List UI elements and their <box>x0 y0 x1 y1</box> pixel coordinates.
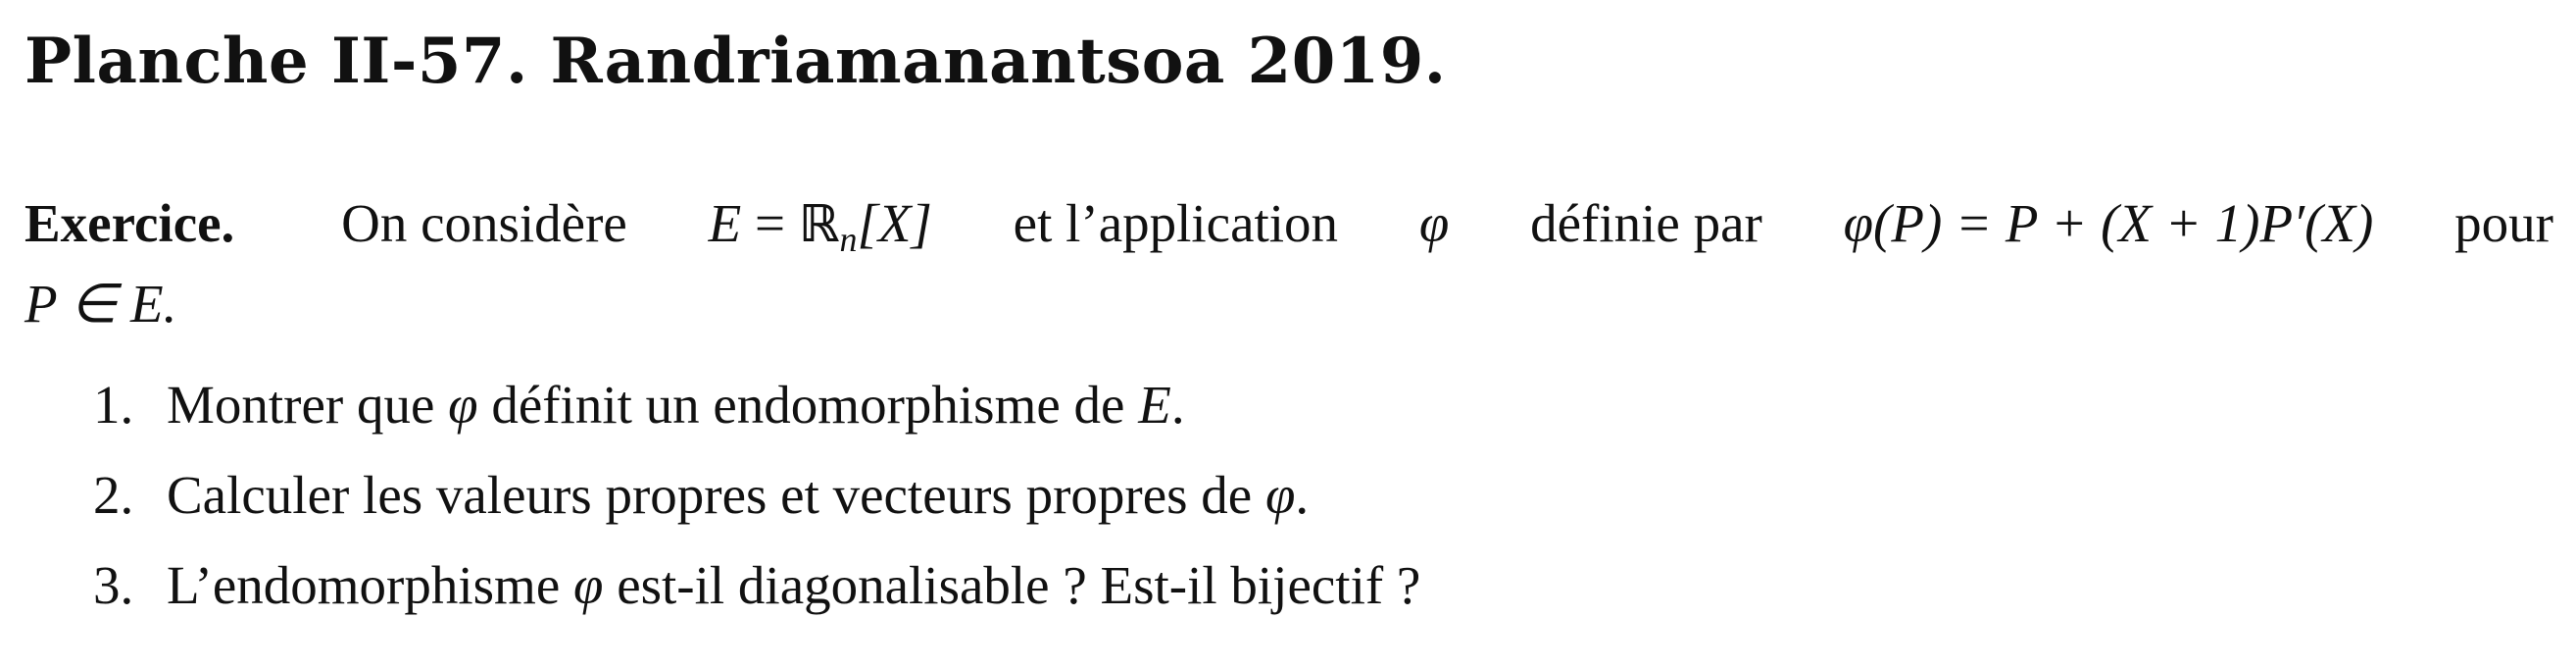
exercise-line-1 <box>25 193 2553 259</box>
math-subscript-n: n <box>839 220 858 259</box>
exercise-label: Exercice. <box>25 193 235 253</box>
question-text-part: définit un endomorphisme de <box>477 375 1139 435</box>
text-pour: pour <box>2454 193 2553 253</box>
question-number: 1. <box>93 375 134 435</box>
question-text-part: . <box>1170 375 1185 435</box>
page-title: Planche II-57. Randriamanantsoa 2019. <box>25 25 1447 98</box>
question-text-part: Calculer les valeurs propres et vecteurs propres de <box>167 465 1265 525</box>
list-item <box>93 375 1420 468</box>
math-phi: φ <box>573 555 604 615</box>
question-number: 3. <box>93 555 134 615</box>
math-R-blackboard: ℝ <box>798 195 840 254</box>
math-formula: φ(P) = P + (X + 1)P′(X) <box>1843 193 2374 253</box>
math-phi: φ <box>1418 193 1450 253</box>
question-text <box>167 555 1421 615</box>
question-text-part: Montrer que <box>167 375 449 435</box>
text-et-application: et l’application <box>1013 193 1339 253</box>
question-text <box>167 375 1185 435</box>
question-list <box>93 375 1421 648</box>
question-text-part: est-il diagonalisable ? Est-il bijectif ? <box>603 555 1421 615</box>
math-bracket-X: [X] <box>857 193 932 253</box>
math-E: E <box>1138 375 1171 435</box>
question-text-part: L’endomorphisme <box>167 555 573 615</box>
math-phi: φ <box>448 375 478 435</box>
math-E: E <box>708 193 742 253</box>
text-definie-par: définie par <box>1530 193 1762 253</box>
math-phi: φ <box>1264 465 1296 525</box>
list-item <box>93 465 1420 558</box>
text-on-considere: On considère <box>341 193 627 253</box>
list-item <box>93 555 1421 648</box>
math-set-definition <box>708 193 932 259</box>
question-number: 2. <box>93 465 134 525</box>
math-equals: = <box>741 193 799 253</box>
math-P-in-E: P ∈ E. <box>25 274 177 334</box>
question-text-part: . <box>1295 465 1310 525</box>
exercise-line-2 <box>25 274 2553 334</box>
exercise-statement <box>25 193 2553 334</box>
question-text <box>167 465 1310 525</box>
